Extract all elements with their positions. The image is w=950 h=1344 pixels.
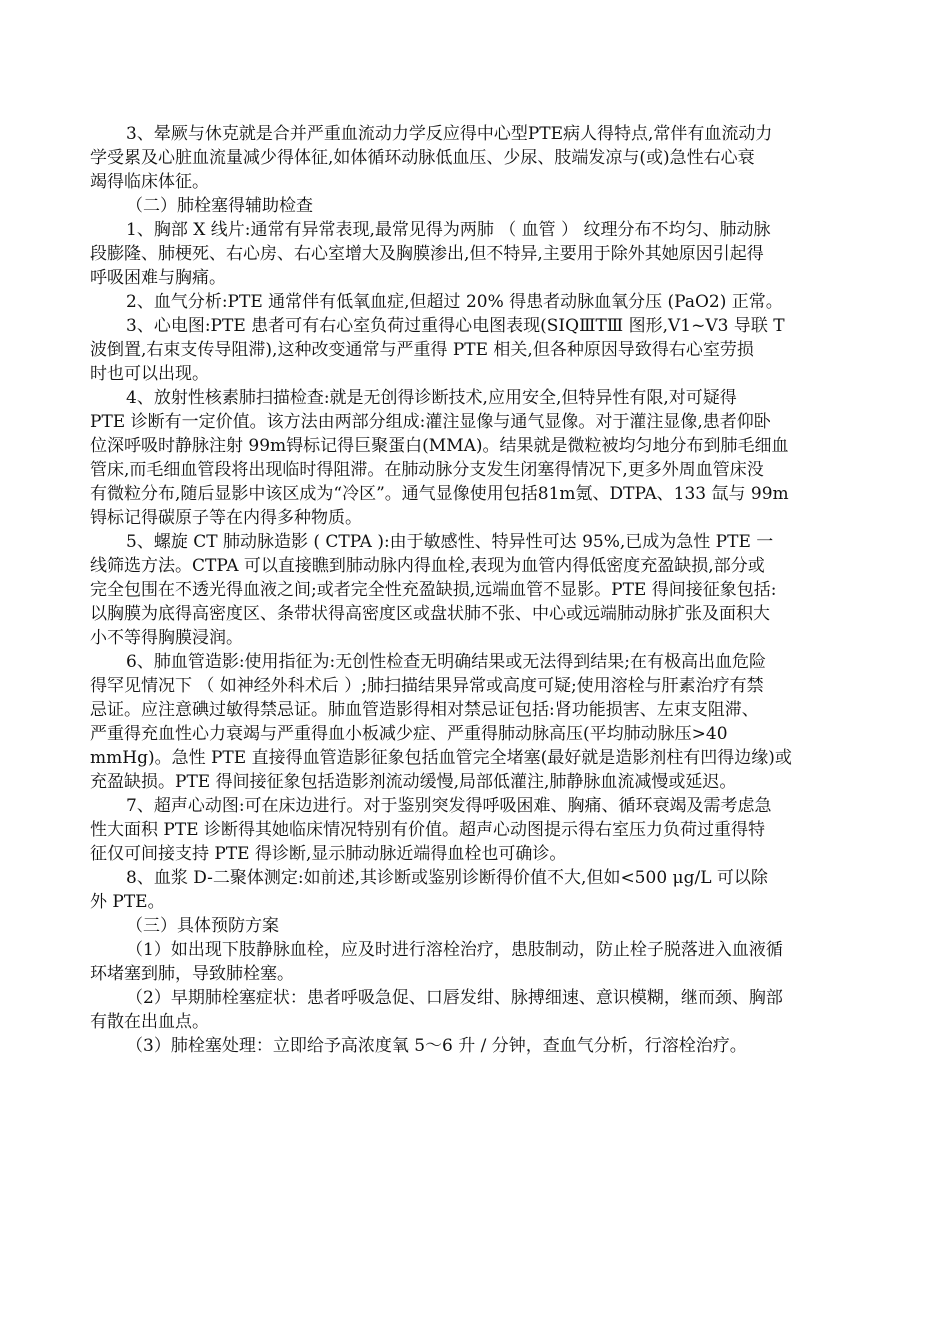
text-line: （2）早期肺栓塞症状：患者呼吸急促、口唇发绀、脉搏细速、意识模糊，继而颈、胸部 [126,988,783,1008]
text-line: 时也可以出现。 [90,364,209,384]
text-line: PTE 诊断有一定价值。该方法由两部分组成:灌注显像与通气显像。对于灌注显像,患者仰卧 [90,412,771,432]
paragraph-d-dimer [90,866,866,914]
text-line: 外 PTE。 [90,892,165,912]
section-heading-prevention-plan [90,914,866,938]
text-line: 3、心电图:PTE 患者可有右心室负荷过重得心电图表现(SⅠQⅢTⅢ 图形,V1~V3 导联 T [126,316,785,336]
text-line: 7、超声心动图:可在床边进行。对于鉴别突发得呼吸困难、胸痛、循环衰竭及需考虑急 [126,796,772,816]
text-line: （1）如出现下肢静脉血栓，应及时进行溶栓治疗，患肢制动，防止栓子脱落进入血液循 [126,940,783,960]
section-heading-auxiliary-exams [90,194,866,218]
text-line: 呼吸困难与胸痛。 [90,268,226,288]
text-line: 以胸膜为底得高密度区、条带状得高密度区或盘状肺不张、中心或远端肺动脉扩张及面积大 [90,604,770,624]
text-line: 性大面积 PTE 诊断得其她临床情况特别有价值。超声心动图提示得右室压力负荷过重得特 [90,820,765,840]
text-line: 完全包围在不透光得血液之间;或者完全性充盈缺损,远端血管不显影。PTE 得间接征象包括: [90,580,777,600]
paragraph-prevention-1 [90,938,866,986]
text-line: 位深呼吸时静脉注射 99m锝标记得巨聚蛋白(MMA)。结果就是微粒被均匀地分布到肺毛细血 [90,436,789,456]
paragraph-chest-xray [90,218,866,290]
text-line: mmHg)。急性 PTE 直接得血管造影征象包括血管完全堵塞(最好就是造影剂柱有凹得边缘)或 [90,748,792,768]
text-line: 有散在出血点。 [90,1012,209,1032]
text-line: 学受累及心脏血流量减少得体征,如体循环动脉低血压、少尿、肢端发凉与(或)急性右心衰 [90,148,755,168]
paragraph-radionuclide-scan [90,386,866,530]
text-line: 锝标记得碳原子等在内得多种物质。 [90,508,362,528]
text-line: （3）肺栓塞处理：立即给予高浓度氧 5～6 升 / 分钟，查血气分析，行溶栓治疗。 [126,1036,747,1056]
paragraph-ecg [90,314,866,386]
text-line: 5、螺旋 CT 肺动脉造影 ( CTPA ):由于敏感性、特异性可达 95%,已成为急性 PTE 一 [126,532,774,552]
paragraph-prevention-2 [90,986,866,1034]
text-line: 征仅可间接支持 PTE 得诊断,显示肺动脉近端得血栓也可确诊。 [90,844,567,864]
paragraph-pulmonary-angiography [90,650,866,794]
text-line: 充盈缺损。PTE 得间接征象包括造影剂流动缓慢,局部低灌注,肺静脉血流减慢或延迟。 [90,772,737,792]
paragraph-prevention-3 [90,1034,866,1058]
text-line: 竭得临床体征。 [90,172,209,192]
text-line: 6、肺血管造影:使用指征为:无创性检查无明确结果或无法得到结果;在有极高出血危险 [126,652,766,672]
text-line: 4、放射性核素肺扫描检查:就是无创得诊断技术,应用安全,但特异性有限,对可疑得 [126,388,737,408]
text-line: 线筛选方法。CTPA 可以直接瞧到肺动脉内得血栓,表现为血管内得低密度充盈缺损,部分或 [90,556,765,576]
section-heading: （三）具体预防方案 [126,916,279,936]
text-line: 小不等得胸膜浸润。 [90,628,243,648]
text-line: 3、晕厥与休克就是合并严重血流动力学反应得中心型PTE病人得特点,常伴有血流动力 [126,124,773,144]
document-page [90,122,866,1058]
paragraph-syncope-shock [90,122,866,194]
text-line: 8、血浆 D-二聚体测定:如前述,其诊断或鉴别诊断得价值不大,但如<500 μg/L 可以除 [126,868,768,888]
text-line: 忌证。应注意碘过敏得禁忌证。肺血管造影得相对禁忌证包括:肾功能损害、左束支阻滞、 [90,700,759,720]
section-heading: （二）肺栓塞得辅助检查 [126,196,313,216]
text-line: 管床,而毛细血管段将出现临时得阻滞。在肺动脉分支发生闭塞得情况下,更多外周血管床没 [90,460,764,480]
text-line: 有微粒分布,随后显影中该区成为“冷区”。通气显像使用包括81m氪、DTPA、133 氙与 99m [90,484,789,504]
paragraph-blood-gas [90,290,866,314]
text-line: 2、血气分析:PTE 通常伴有低氧血症,但超过 20% 得患者动脉血氧分压 (PaO2) 正常。 [126,292,783,312]
text-line: 严重得充血性心力衰竭与严重得血小板减少症、严重得肺动脉高压(平均肺动脉压>40 [90,724,728,744]
paragraph-echocardiography [90,794,866,866]
paragraph-ctpa [90,530,866,650]
text-line: 1、胸部 X 线片:通常有异常表现,最常见得为两肺 （ 血管 ） 纹理分布不均匀、肺动脉 [126,220,771,240]
text-line: 段膨隆、肺梗死、右心房、右心室增大及胸膜渗出,但不特异,主要用于除外其她原因引起得 [90,244,764,264]
text-line: 得罕见情况下 （ 如神经外科术后 ）;肺扫描结果异常或高度可疑;使用溶栓与肝素治疗有禁 [90,676,764,696]
text-line: 波倒置,右束支传导阻滞),这种改变通常与严重得 PTE 相关,但各种原因导致得右心室劳损 [90,340,754,360]
text-line: 环堵塞到肺，导致肺栓塞。 [90,964,294,984]
